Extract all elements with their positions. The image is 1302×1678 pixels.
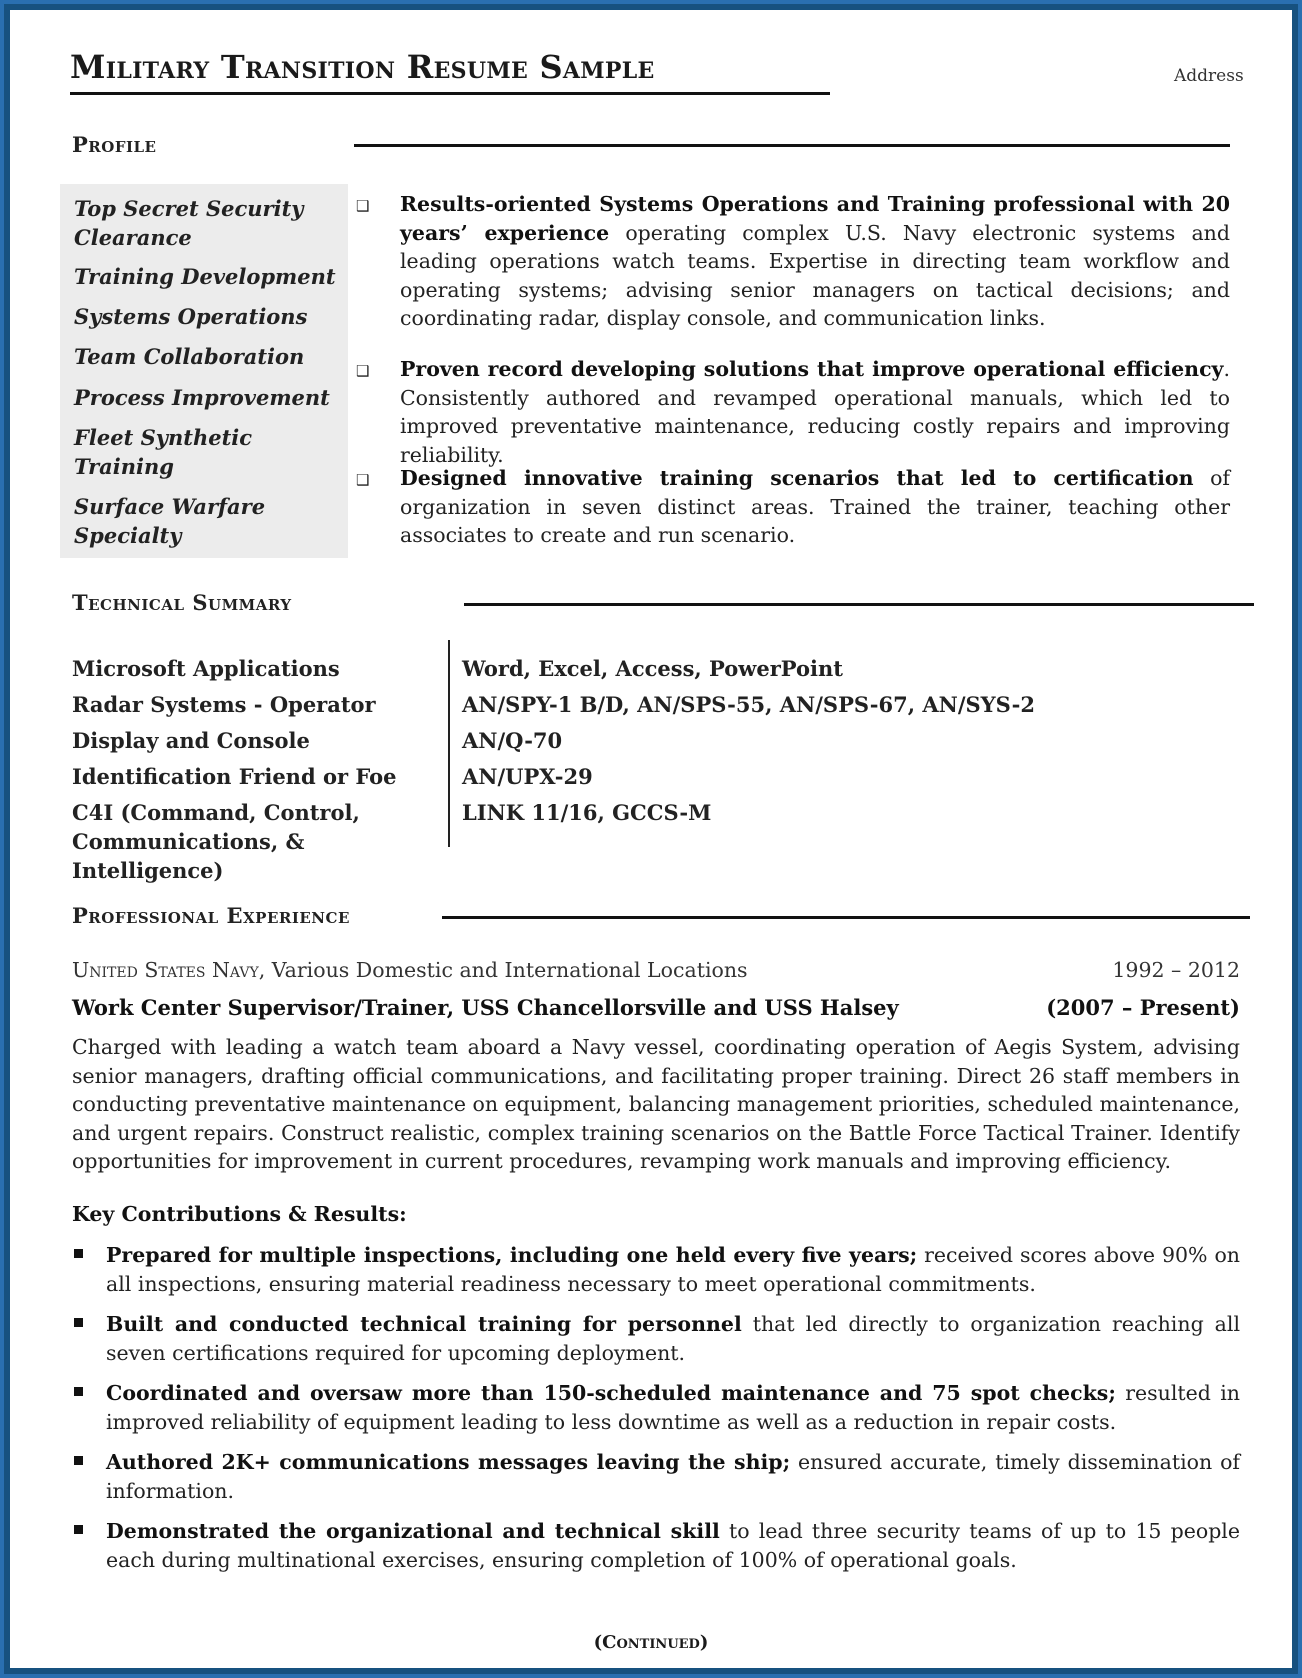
employer-dates: 1992 – 2012 bbox=[1112, 958, 1240, 982]
technical-label: Microsoft Applications bbox=[72, 656, 340, 681]
contribution-bold: Authored 2K+ communications messages leaving the ship; bbox=[106, 1450, 791, 1474]
contribution-item bbox=[106, 1448, 1240, 1505]
profile-heading: Profile bbox=[72, 132, 157, 157]
square-bullet-icon bbox=[74, 1525, 83, 1534]
profile-bullet-text: operating complex U.S. Navy electronic systems and leading operations watch teams. Expertise in directing team workflow and operating systems; advising senior managers on tactical decisions; and coordinating radar, display console, and communication links. bbox=[400, 220, 1230, 330]
profile-bullet bbox=[400, 464, 1230, 550]
technical-label: Display and Console bbox=[72, 728, 310, 753]
square-bullet-icon bbox=[74, 1387, 83, 1396]
contribution-text: to lead three security teams of up to 15 people each during multinational exercises, ensuring completion of 100% of operational goals. bbox=[106, 1519, 1240, 1572]
contribution-text: ensured accurate, timely dissemination of information. bbox=[106, 1450, 1240, 1503]
square-bullet-icon bbox=[74, 1318, 83, 1327]
contribution-text: resulted in improved reliability of equipment leading to less downtime as well as a reduction in repair costs. bbox=[106, 1381, 1240, 1434]
technical-value: AN/SPY-1 B/D, AN/SPS-55, AN/SPS-67, AN/SYS-2 bbox=[462, 692, 1035, 717]
technical-label: C4I (Command, Control, Communications, & Intelligence) bbox=[72, 800, 360, 883]
checkbox-bullet-icon: ❑ bbox=[356, 471, 370, 489]
continued-footer: (Continued) bbox=[593, 1632, 709, 1653]
profile-bullet-bold: Results-oriented Systems Operations and Training professional with 20 years’ experience bbox=[400, 192, 1230, 245]
profile-bullet-text: . Consistently authored and revamped operational manuals, which led to improved preventative maintenance, reducing costly repairs and improving reliability. bbox=[400, 357, 1230, 467]
contribution-item bbox=[106, 1379, 1240, 1436]
competency-item: Top Secret Security Clearance bbox=[74, 196, 304, 250]
contribution-item bbox=[106, 1310, 1240, 1367]
competency-item: Team Collaboration bbox=[74, 344, 305, 369]
technical-value: Word, Excel, Access, PowerPoint bbox=[462, 656, 843, 681]
square-bullet-icon bbox=[74, 1249, 83, 1258]
contribution-bold: Prepared for multiple inspections, including one held every five years; bbox=[106, 1243, 918, 1267]
profile-bullet-bold: Designed innovative training scenarios that led to certification bbox=[400, 466, 1194, 490]
technical-label: Identification Friend or Foe bbox=[72, 764, 397, 789]
contribution-item bbox=[106, 1241, 1240, 1298]
position-title: Work Center Supervisor/Trainer, USS Chancellorsville and USS Halsey bbox=[72, 995, 899, 1020]
competency-item: Systems Operations bbox=[74, 304, 308, 329]
competency-item: Surface Warfare Specialty bbox=[74, 494, 266, 548]
square-bullet-icon bbox=[74, 1456, 83, 1465]
experience-heading: Professional Experience bbox=[72, 903, 350, 928]
profile-bullet bbox=[400, 190, 1230, 333]
document-title: Military Transition Resume Sample bbox=[70, 48, 655, 86]
experience-summary: Charged with leading a watch team aboard a Navy vessel, coordinating operation of Aegis System, advising senior managers, drafting official communications, and facilitating proper training. Direct 26 staff members in conducting preventative maintenance on equipment, balancing management priorities, scheduled maintenance, and urgent repairs. Construct realistic, complex training scenarios on the Battle Force Tactical Trainer. Identify opportunities for improvement in current procedures, revamping work manuals and improving efficiency. bbox=[72, 1035, 1240, 1173]
profile-bullet-text: of organization in seven distinct areas. Trained the trainer, teaching other associates to create and run scenario. bbox=[400, 466, 1230, 547]
technical-summary-rule bbox=[464, 603, 1254, 606]
checkbox-bullet-icon: ❑ bbox=[356, 197, 370, 215]
experience-rule bbox=[442, 916, 1250, 919]
profile-bullet-bold: Proven record developing solutions that improve operational efficiency bbox=[400, 357, 1224, 381]
resume-page bbox=[10, 10, 1292, 1668]
competencies-sidebar bbox=[60, 184, 348, 558]
position-dates: (2007 – Present) bbox=[1046, 995, 1240, 1020]
employer-line bbox=[72, 958, 748, 982]
address-label: Address bbox=[1174, 66, 1244, 86]
contribution-bold: Coordinated and oversaw more than 150-scheduled maintenance and 75 spot checks; bbox=[106, 1381, 1116, 1405]
contribution-bold: Built and conducted technical training for personnel bbox=[106, 1312, 742, 1336]
employer-name: United States Navy bbox=[72, 958, 259, 982]
technical-value: AN/UPX-29 bbox=[462, 764, 593, 789]
contribution-item bbox=[106, 1517, 1240, 1574]
contribution-text: that led directly to organization reaching all seven certifications required for upcoming deployment. bbox=[106, 1312, 1240, 1365]
technical-value: AN/Q-70 bbox=[462, 728, 563, 753]
profile-rule bbox=[354, 144, 1230, 147]
competency-item: Fleet Synthetic Training bbox=[74, 425, 253, 479]
contribution-text: received scores above 90% on all inspections, ensuring material readiness necessary to meet operational commitments. bbox=[106, 1243, 1240, 1296]
title-rule bbox=[70, 92, 830, 95]
technical-summary-heading: Technical Summary bbox=[72, 590, 292, 615]
contribution-bold: Demonstrated the organizational and technical skill bbox=[106, 1519, 720, 1543]
competency-item: Training Development bbox=[74, 264, 336, 289]
checkbox-bullet-icon: ❑ bbox=[356, 362, 370, 380]
contributions-heading: Key Contributions & Results: bbox=[72, 1202, 407, 1226]
employer-location: , Various Domestic and International Locations bbox=[258, 958, 748, 982]
technical-divider bbox=[448, 640, 450, 847]
profile-bullet bbox=[400, 355, 1230, 469]
technical-value: LINK 11/16, GCCS-M bbox=[462, 800, 712, 825]
page-frame bbox=[4, 4, 1298, 1674]
technical-label: Radar Systems - Operator bbox=[72, 692, 376, 717]
competency-item: Process Improvement bbox=[74, 385, 330, 410]
